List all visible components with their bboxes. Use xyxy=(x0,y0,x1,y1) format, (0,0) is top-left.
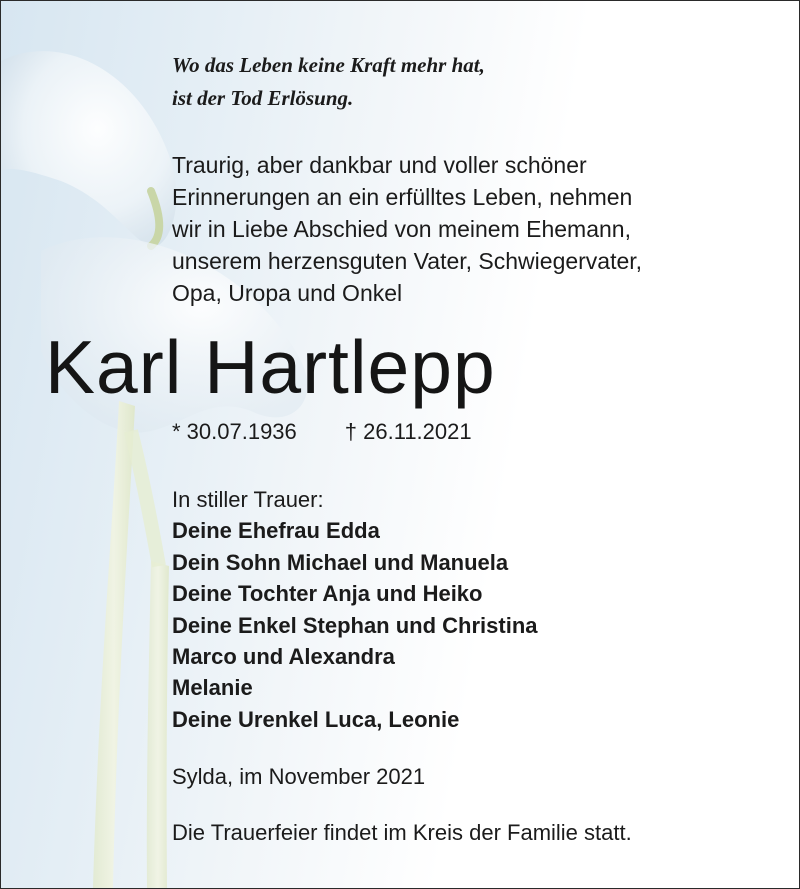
funeral-note: Die Trauerfeier findet im Kreis der Familie statt. xyxy=(172,820,632,845)
intro-line: Traurig, aber dankbar und voller schöner xyxy=(172,152,587,178)
intro-line: unserem herzensguten Vater, Schwiegervater, xyxy=(172,248,643,274)
mourners-heading: In stiller Trauer: xyxy=(172,487,324,512)
intro-line: Erinnerungen an ein erfülltes Leben, nehmen xyxy=(172,184,633,210)
birth-date: * 30.07.1936 xyxy=(172,419,297,444)
mourners-list xyxy=(172,484,538,735)
lily-stem-right xyxy=(147,561,169,888)
place-and-date: Sylda, im November 2021 xyxy=(172,764,426,789)
mourner-entry: Melanie xyxy=(172,675,253,701)
intro-line: wir in Liebe Abschied von meinem Ehemann, xyxy=(172,216,631,242)
life-dates xyxy=(172,416,472,448)
intro-line: Opa, Uropa und Onkel xyxy=(172,280,403,306)
motto-line: Wo das Leben keine Kraft mehr hat, xyxy=(172,53,485,77)
mourner-entry: Deine Urenkel Luca, Leonie xyxy=(172,706,460,732)
deceased-name: Karl Hartlepp xyxy=(45,325,496,409)
lily-petal-upper xyxy=(1,51,176,246)
mourner-entry: Marco und Alexandra xyxy=(172,644,395,670)
lily-stem-left xyxy=(93,401,135,888)
motto-line: ist der Tod Erlösung. xyxy=(172,86,354,110)
mourner-entry: Deine Enkel Stephan und Christina xyxy=(172,612,538,638)
mourner-entry: Deine Ehefrau Edda xyxy=(172,518,380,544)
mourner-entry: Dein Sohn Michael und Manuela xyxy=(172,549,509,575)
mourner-entry: Deine Tochter Anja und Heiko xyxy=(172,581,483,607)
motto-quote xyxy=(172,49,485,115)
intro-paragraph xyxy=(172,149,642,309)
death-date: † 26.11.2021 xyxy=(344,419,472,444)
